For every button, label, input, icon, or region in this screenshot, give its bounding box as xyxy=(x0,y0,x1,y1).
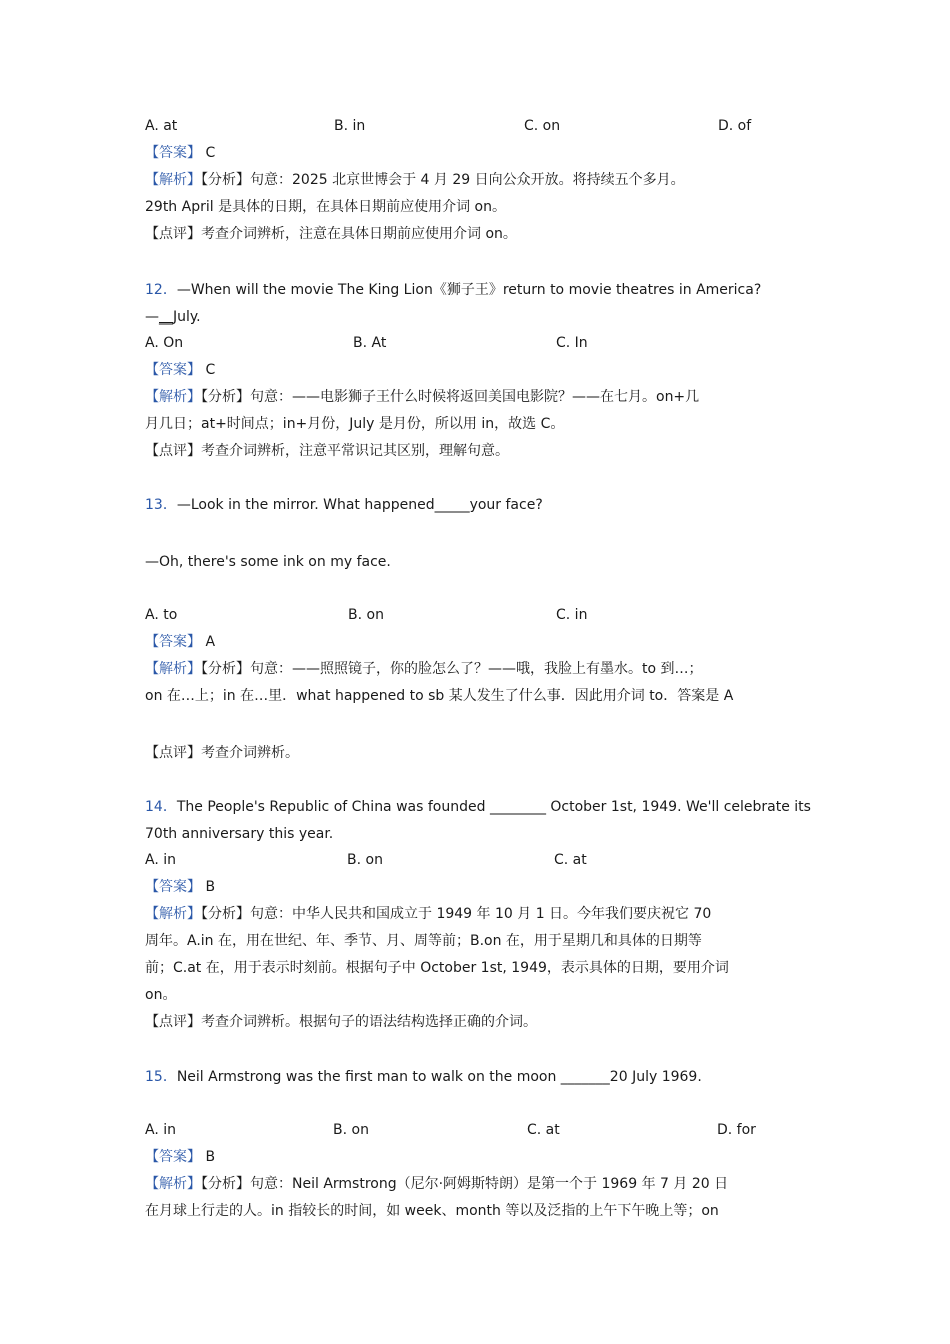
q14-comment: 【点评】考查介词辨析。根据句子的语法结构选择正确的介词。 xyxy=(145,1014,537,1030)
q15-option-b: B. on xyxy=(333,1122,369,1138)
q11-comment: 【点评】考查介词辨析，注意在具体日期前应使用介词 on。 xyxy=(145,226,517,242)
q13-option-c: C. in xyxy=(556,607,588,623)
q11-option-b: B. in xyxy=(334,118,366,134)
q12-option-c: C. In xyxy=(556,335,588,351)
q12-question-cont: —__July. xyxy=(145,309,201,325)
q11-answer-row: 【答案】 C xyxy=(145,145,216,161)
q13-question: 13．—Look in the mirror. What happened_____your face? xyxy=(145,497,543,513)
q13-option-a: A. to xyxy=(145,607,178,623)
q13-answer-row: 【答案】 A xyxy=(145,634,216,650)
q11-analysis: 【解析】【分析】句意：2025 北京世博会于 4 月 29 日向公众开放。将持续五个多月。 xyxy=(145,172,685,188)
q14-question-cont: 70th anniversary this year. xyxy=(145,826,334,842)
q13-reply: —Oh, there's some ink on my face. xyxy=(145,554,391,570)
q13-analysis: 【解析】【分析】句意：——照照镜子，你的脸怎么了？——哦，我脸上有墨水。to 到…； xyxy=(145,661,703,677)
q14-answer-row: 【答案】 B xyxy=(145,879,216,895)
q12-analysis: 【解析】【分析】句意：——电影狮子王什么时候将返回美国电影院？——在七月。on+几 xyxy=(145,389,700,405)
q15-analysis: 【解析】【分析】句意：Neil Armstrong（尼尔·阿姆斯特朗）是第一个于 1969 年 7 月 20 日 xyxy=(145,1176,729,1192)
q15-answer-row: 【答案】 B xyxy=(145,1149,216,1165)
q14-analysis-cont-2: 前；C.at 在，用于表示时刻前。根据句子中 October 1st, 1949，表示具体的日期，要用介词 xyxy=(145,960,729,976)
q13-comment: 【点评】考查介词辨析。 xyxy=(145,745,299,761)
q12-analysis-cont: 月几日；at+时间点；in+月份，July 是月份，所以用 in，故选 C。 xyxy=(145,416,565,432)
q13-option-b: B. on xyxy=(348,607,384,623)
q15-option-d: D. for xyxy=(717,1122,756,1138)
q11-option-c: C. on xyxy=(524,118,561,134)
q14-option-a: A. in xyxy=(145,852,176,868)
q12-comment: 【点评】考查介词辨析，注意平常识记其区别，理解句意。 xyxy=(145,443,509,459)
q14-option-c: C. at xyxy=(554,852,587,868)
q15-option-a: A. in xyxy=(145,1122,176,1138)
q12-answer-row: 【答案】 C xyxy=(145,362,216,378)
q12-question: 12．—When will the movie The King Lion《狮子王》return to movie theatres in America? xyxy=(145,282,762,298)
q12-option-a: A. On xyxy=(145,335,184,351)
q14-analysis-cont-1: 周年。A.in 在，用在世纪、年、季节、月、周等前；B.on 在，用于星期几和具体的日期等 xyxy=(145,933,702,949)
q14-analysis-cont-3: on。 xyxy=(145,987,177,1003)
q13-analysis-cont: on 在…上；in 在…里．what happened to sb 某人发生了什么事．因此用介词 to．答案是 A xyxy=(145,688,734,704)
q11-option-a: A. at xyxy=(145,118,178,134)
q14-question: 14．The People's Republic of China was founded ________ October 1st, 1949. We'll celebrate its xyxy=(145,799,811,815)
q14-option-b: B. on xyxy=(347,852,383,868)
q11-option-d: D. of xyxy=(718,118,752,134)
q11-analysis-cont: 29th April 是具体的日期，在具体日期前应使用介词 on。 xyxy=(145,199,506,215)
q15-analysis-cont: 在月球上行走的人。in 指较长的时间，如 week、month 等以及泛指的上午下午晚上等；on xyxy=(145,1203,719,1219)
q15-option-c: C. at xyxy=(527,1122,560,1138)
q15-question: 15．Neil Armstrong was the first man to walk on the moon _______20 July 1969. xyxy=(145,1069,702,1085)
q14-analysis: 【解析】【分析】句意：中华人民共和国成立于 1949 年 10 月 1 日。今年我们要庆祝它 70 xyxy=(145,906,712,922)
q12-option-b: B. At xyxy=(353,335,387,351)
